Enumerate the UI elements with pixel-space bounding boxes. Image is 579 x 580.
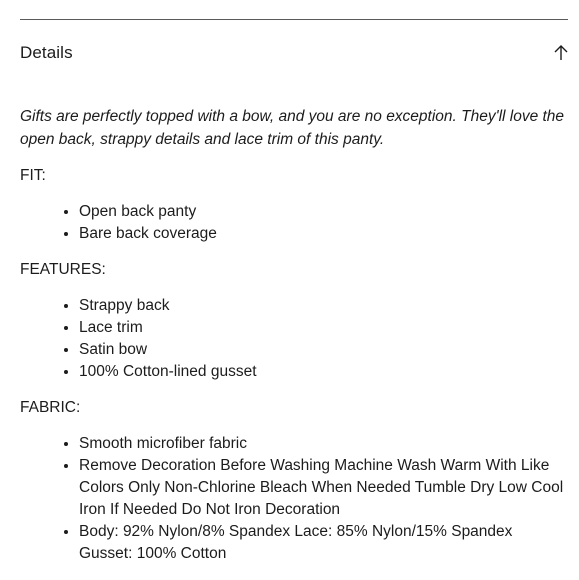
list-item: • Remove Decoration Before Washing Machine Wash Warm With Like Colors Only Non-Chlorine Bleach When Needed Tumble Dry Low Cool Iron If Needed Do Not Iron Decoration	[79, 455, 565, 521]
details-content	[20, 105, 565, 579]
list-item: • Strappy back	[79, 295, 565, 317]
list-item: • Lace trim	[79, 317, 565, 339]
fit-list	[20, 201, 565, 245]
features-list	[20, 295, 565, 383]
product-description: Gifts are perfectly topped with a bow, and you are no exception. They'll love the open back, strappy details and lace trim of this panty.	[20, 108, 565, 148]
list-item: • 100% Cotton-lined gusset	[79, 361, 565, 383]
features-heading: FEATURES:	[20, 261, 106, 278]
list-item: • Satin bow	[79, 339, 565, 361]
arrow-up-icon[interactable]	[552, 44, 570, 62]
list-item: • Smooth microfiber fabric	[79, 433, 565, 455]
details-accordion-toggle[interactable]	[20, 40, 570, 66]
accordion-title: Details	[20, 43, 73, 62]
fit-heading: FIT:	[20, 167, 46, 184]
list-item: • Bare back coverage	[79, 223, 565, 245]
fabric-heading: FABRIC:	[20, 399, 81, 416]
list-item: • Open back panty	[79, 201, 565, 223]
list-item: • Body: 92% Nylon/8% Spandex Lace: 85% Nylon/15% Spandex Gusset: 100% Cotton	[79, 521, 565, 565]
top-divider	[20, 19, 568, 20]
fabric-list	[20, 433, 565, 565]
